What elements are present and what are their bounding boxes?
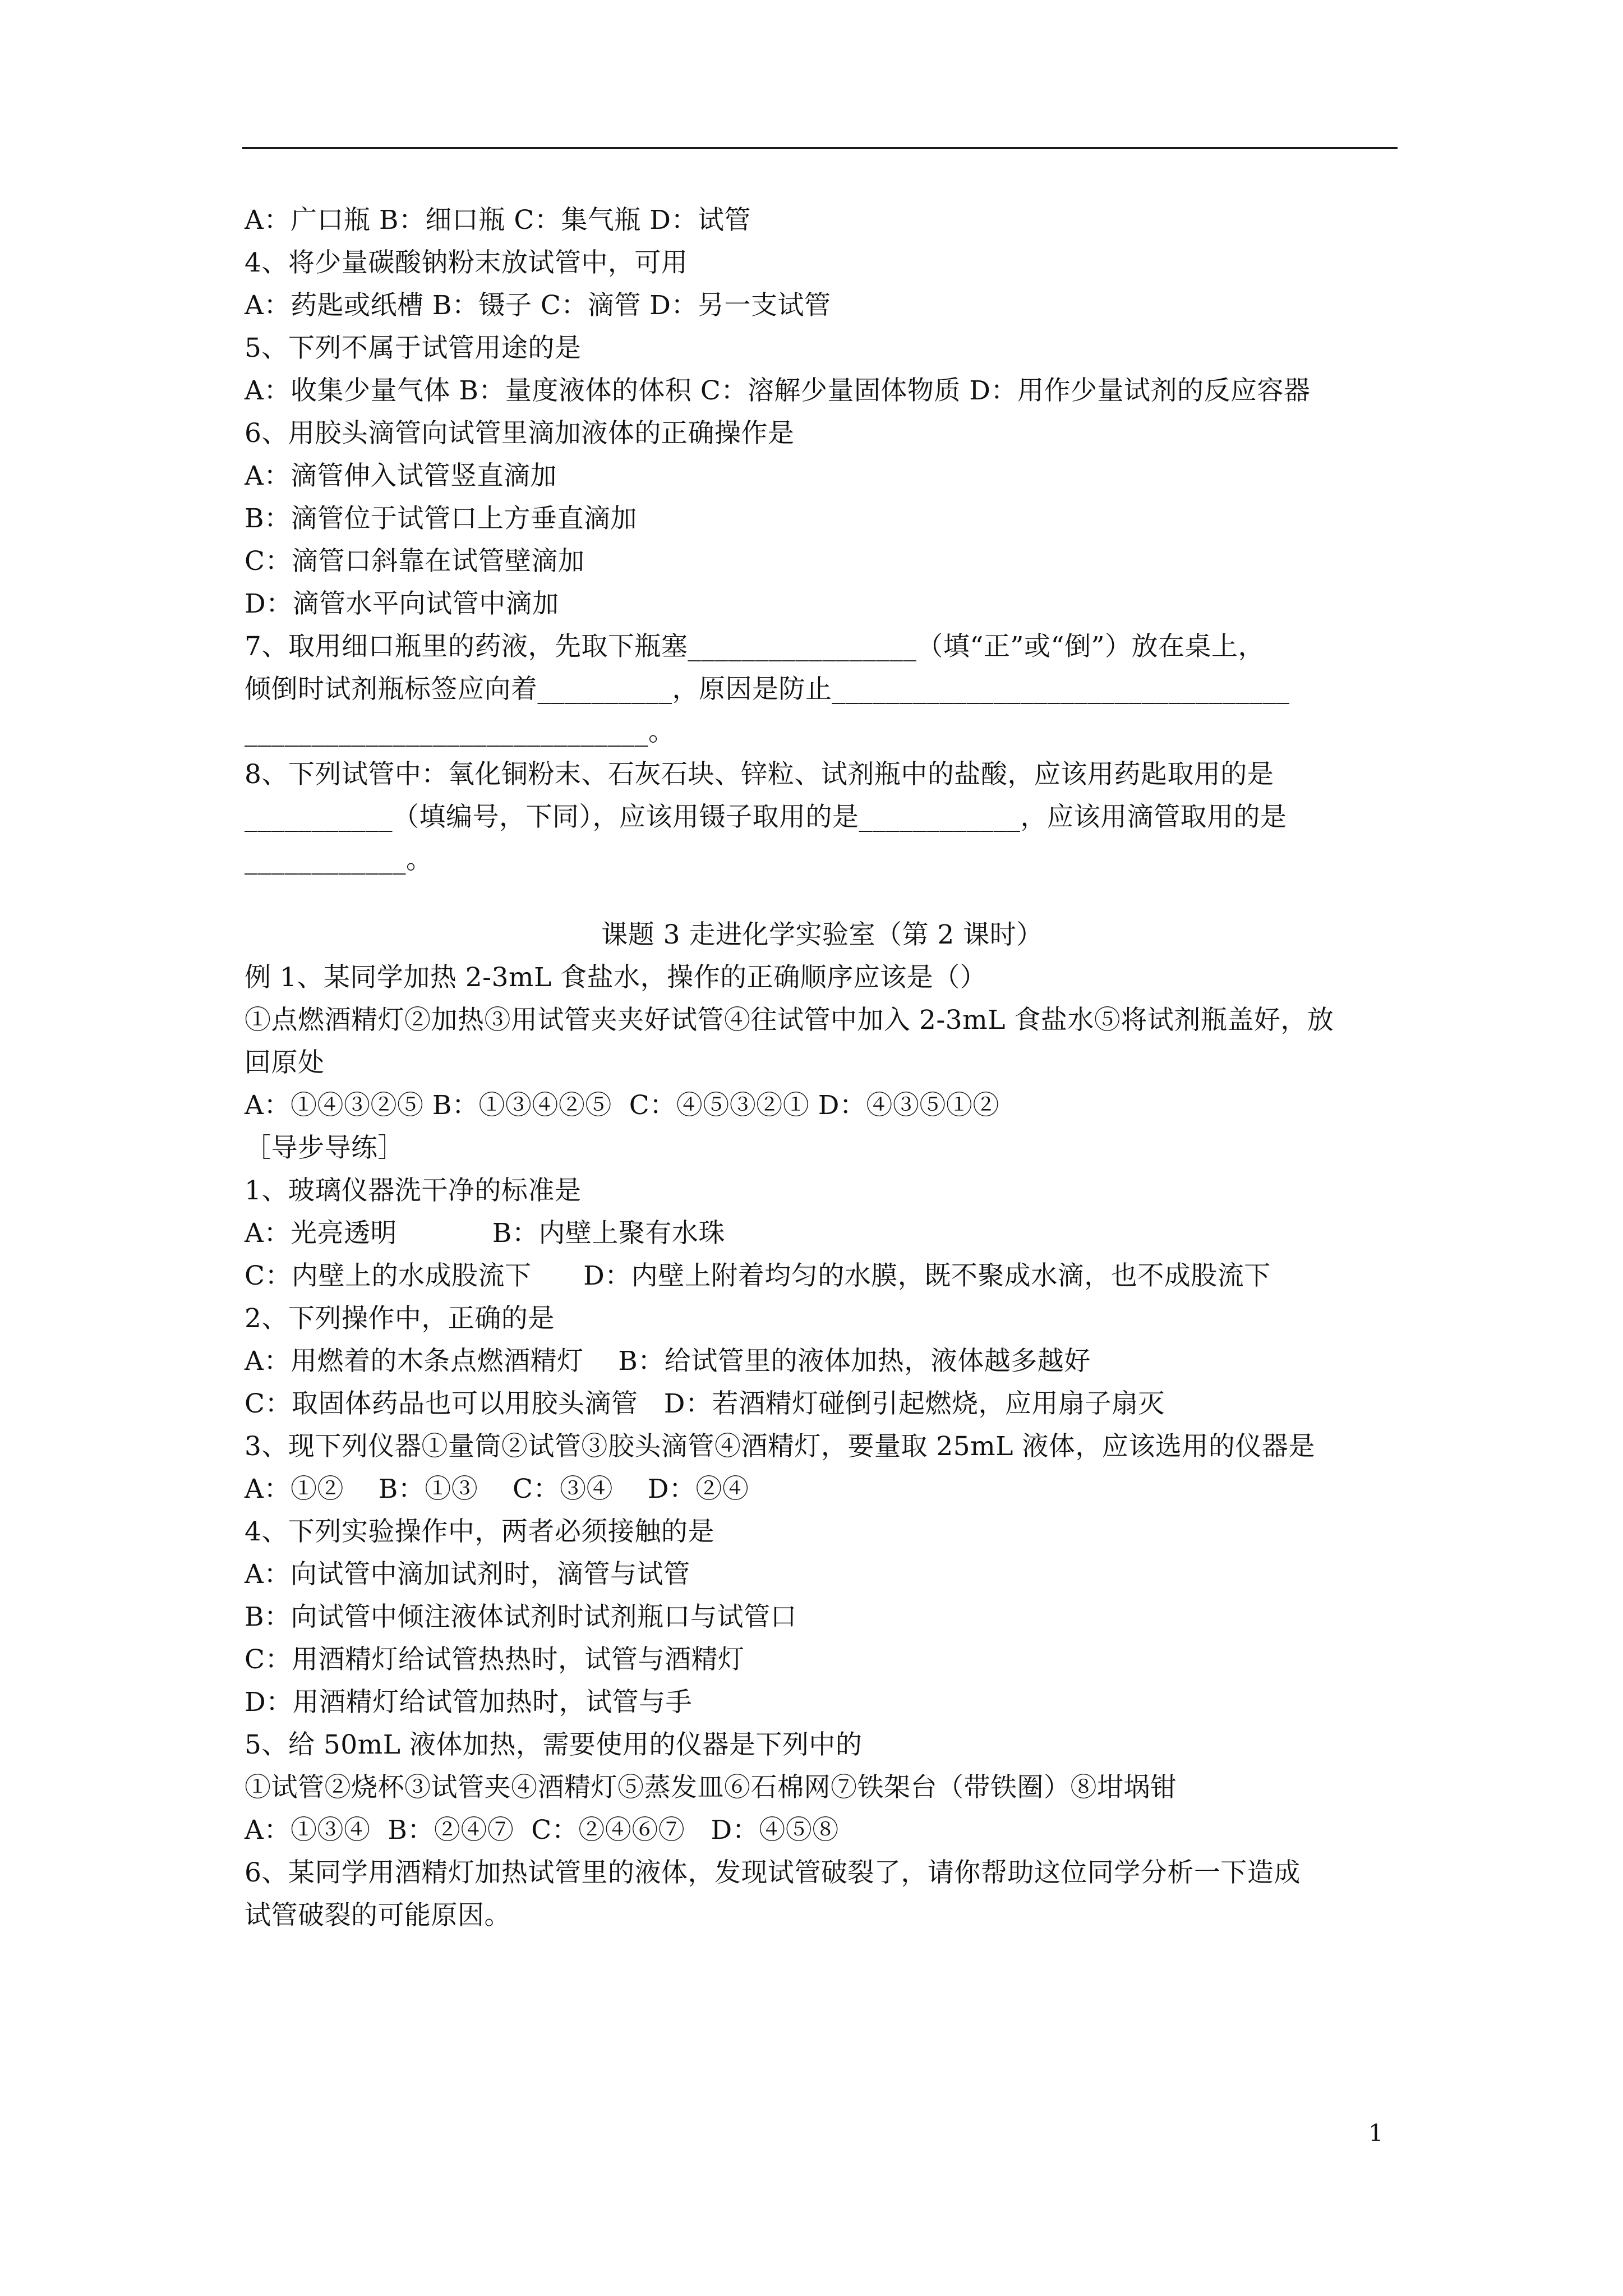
- instrument-list: ①试管②烧杯③试管夹④酒精灯⑤蒸发皿⑥石棉网⑦铁架台（带铁圈）⑧坩埚钳: [245, 1772, 1177, 1803]
- example-line: 回原处: [245, 1047, 325, 1078]
- question-line: 倾倒时试剂瓶标签应向着__________，原因是防止__________________________________: [245, 674, 1290, 705]
- option-line: A：药匙或纸槽 B：镊子 C：滴管 D：另一支试管: [245, 290, 831, 321]
- document-body: [245, 199, 1400, 1937]
- section-title: 课题 3 走进化学实验室（第 2 课时）: [601, 919, 1043, 950]
- question-line: 8、下列试管中：氧化铜粉末、石灰石块、锌粒、试剂瓶中的盐酸，应该用药匙取用的是: [245, 759, 1274, 790]
- header-rule: [242, 147, 1398, 149]
- option-line: A：光亮透明 B：内壁上聚有水珠: [245, 1218, 725, 1249]
- question-line: 5、给 50mL 液体加热，需要使用的仪器是下列中的: [245, 1729, 863, 1760]
- question-line: 6、某同学用酒精灯加热试管里的液体，发现试管破裂了，请你帮助这位同学分析一下造成: [245, 1857, 1301, 1888]
- section-gap: [245, 881, 1400, 914]
- blank-line: ____________。: [245, 844, 433, 875]
- page-number: 1: [1368, 2119, 1384, 2147]
- question-line: 3、现下列仪器①量筒②试管③胶头滴管④酒精灯，要量取 25mL 液体，应该选用的仪器是: [245, 1431, 1315, 1462]
- option-line: C：滴管口斜靠在试管壁滴加: [245, 546, 585, 577]
- option-line: A：滴管伸入试管竖直滴加: [245, 461, 557, 491]
- question-line: 4、将少量碳酸钠粉末放试管中，可用: [245, 247, 688, 278]
- option-line: D：用酒精灯给试管加热时，试管与手: [245, 1687, 693, 1718]
- question-line: ___________（填编号，下同），应该用镊子取用的是____________，应该用滴管取用的是: [245, 802, 1287, 832]
- option-line: D：滴管水平向试管中滴加: [245, 588, 559, 619]
- question-line: 试管破裂的可能原因。: [245, 1900, 511, 1931]
- option-line: A：向试管中滴加试剂时，滴管与试管: [245, 1559, 690, 1590]
- option-line: A：用燃着的木条点燃酒精灯 B：给试管里的液体加热，液体越多越好: [245, 1346, 1091, 1377]
- option-line: A：①③④ B：②④⑦ C：②④⑥⑦ D：④⑤⑧: [245, 1815, 839, 1846]
- option-line: A：收集少量气体 B：量度液体的体积 C：溶解少量固体物质 D：用作少量试剂的反应容器: [245, 375, 1311, 406]
- option-line: B：向试管中倾注液体试剂时试剂瓶口与试管口: [245, 1602, 797, 1632]
- question-line: 1、玻璃仪器洗干净的标准是: [245, 1175, 582, 1206]
- option-line: B：滴管位于试管口上方垂直滴加: [245, 503, 638, 534]
- option-line: A：①② B：①③ C：③④ D：②④: [245, 1474, 749, 1504]
- question-line: 4、下列实验操作中，两者必须接触的是: [245, 1516, 714, 1547]
- option-line: A：①④③②⑤ B：①③④②⑤ C：④⑤③②① D：④③⑤①②: [245, 1090, 999, 1121]
- question-line: 5、下列不属于试管用途的是: [245, 333, 582, 364]
- question-line: 7、取用细口瓶里的药液，先取下瓶塞_________________（填“正”或“倒”）放在桌上，: [245, 631, 1265, 662]
- example-line: ①点燃酒精灯②加热③用试管夹夹好试管④往试管中加入 2-3mL 食盐水⑤将试剂瓶盖好，放: [245, 1005, 1334, 1036]
- option-line: C：内壁上的水成股流下 D：内壁上附着均匀的水膜，既不聚成水滴，也不成股流下: [245, 1260, 1271, 1291]
- option-line: A：广口瓶 B：细口瓶 C：集气瓶 D：试管: [245, 205, 751, 236]
- option-line: C：用酒精灯给试管热热时，试管与酒精灯: [245, 1644, 745, 1675]
- example-line: 例 1、某同学加热 2-3mL 食盐水，操作的正确顺序应该是（）: [245, 962, 987, 993]
- option-line: C：取固体药品也可以用胶头滴管 D：若酒精灯碰倒引起燃烧，应用扇子扇灭: [245, 1388, 1165, 1419]
- blank-line: ______________________________。: [245, 716, 675, 747]
- question-line: 2、下列操作中，正确的是: [245, 1303, 555, 1334]
- question-line: 6、用胶头滴管向试管里滴加液体的正确操作是: [245, 418, 795, 449]
- subheading: ［导步导练］: [245, 1133, 404, 1163]
